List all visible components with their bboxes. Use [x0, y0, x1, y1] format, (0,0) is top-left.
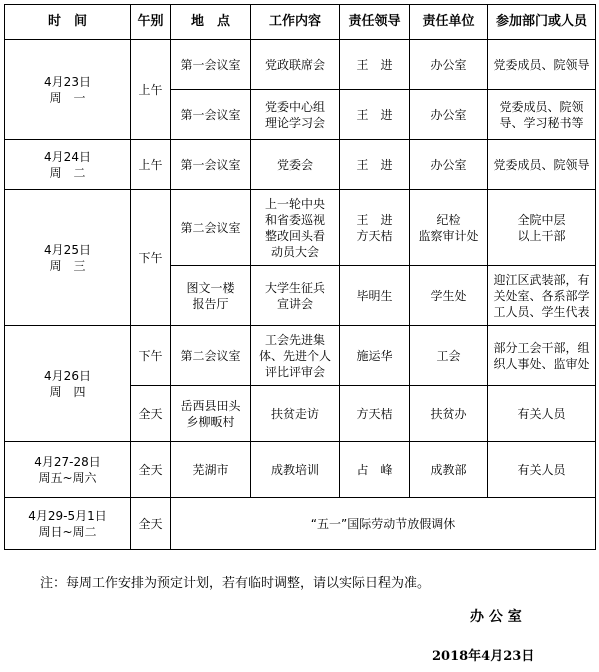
schedule-table — [4, 4, 596, 550]
unit-cell: 学生处 — [410, 266, 488, 326]
unit-cell: 纪检 监察审计处 — [410, 190, 488, 266]
header-content: 工作内容 — [251, 5, 340, 40]
date-cell: 4月26日 周 四 — [5, 326, 131, 442]
period-cell: 全天 — [131, 498, 171, 550]
table-row — [5, 40, 596, 90]
people-cell: 部分工会干部，组 织人事处、监审处 — [488, 326, 596, 386]
period-cell: 上午 — [131, 40, 171, 140]
unit-cell: 成教部 — [410, 442, 488, 498]
date-cell: 4月29-5月1日 周日~周二 — [5, 498, 131, 550]
leader-cell: 王 进 — [340, 40, 410, 90]
unit-cell: 办公室 — [410, 40, 488, 90]
unit-cell: 办公室 — [410, 90, 488, 140]
table-row — [5, 498, 596, 550]
unit-cell: 工会 — [410, 326, 488, 386]
content-cell: 党政联席会 — [251, 40, 340, 90]
date-cell: 4月27-28日 周五~周六 — [5, 442, 131, 498]
leader-cell: 占 峰 — [340, 442, 410, 498]
header-place: 地 点 — [171, 5, 251, 40]
place-cell: 第二会议室 — [171, 190, 251, 266]
date-cell: 4月23日 周 一 — [5, 40, 131, 140]
leader-cell: 王 进 — [340, 140, 410, 190]
people-cell: 迎江区武装部，有 关处室、各系部学 工人员、学生代表 — [488, 266, 596, 326]
people-cell: 全院中层 以上干部 — [488, 190, 596, 266]
table-row — [5, 140, 596, 190]
date-cell: 4月25日 周 三 — [5, 190, 131, 326]
issue-date: 2018年4月23日 — [432, 649, 535, 664]
period-cell: 上午 — [131, 140, 171, 190]
table-row — [5, 442, 596, 498]
table-row — [5, 190, 596, 266]
content-cell: 党委会 — [251, 140, 340, 190]
header-unit: 责任单位 — [410, 5, 488, 40]
unit-cell: 办公室 — [410, 140, 488, 190]
header-period: 午别 — [131, 5, 171, 40]
header-time: 时 间 — [5, 5, 131, 40]
people-cell: 党委成员、院领 导、学习秘书等 — [488, 90, 596, 140]
content-cell: 扶贫走访 — [251, 386, 340, 442]
leader-cell: 王 进 — [340, 90, 410, 140]
people-cell: 有关人员 — [488, 442, 596, 498]
place-cell: 第一会议室 — [171, 90, 251, 140]
holiday-cell: “五一”国际劳动节放假调休 — [171, 498, 596, 550]
period-cell: 全天 — [131, 386, 171, 442]
date-cell: 4月24日 周 二 — [5, 140, 131, 190]
leader-cell: 方天桔 — [340, 386, 410, 442]
leader-cell: 王 进 方天桔 — [340, 190, 410, 266]
place-cell: 芜湖市 — [171, 442, 251, 498]
content-cell: 成教培训 — [251, 442, 340, 498]
place-cell: 图文一楼 报告厅 — [171, 266, 251, 326]
issuing-office: 办 公 室 — [470, 609, 522, 625]
leader-cell: 毕明生 — [340, 266, 410, 326]
period-cell: 全天 — [131, 442, 171, 498]
place-cell: 第二会议室 — [171, 326, 251, 386]
header-leader: 责任领导 — [340, 5, 410, 40]
unit-cell: 扶贫办 — [410, 386, 488, 442]
content-cell: 上一轮中央 和省委巡视 整改回头看 动员大会 — [251, 190, 340, 266]
content-cell: 工会先进集 体、先进个人 评比评审会 — [251, 326, 340, 386]
leader-cell: 施运华 — [340, 326, 410, 386]
table-row — [5, 326, 596, 386]
period-cell: 下午 — [131, 326, 171, 386]
content-cell: 大学生征兵 宣讲会 — [251, 266, 340, 326]
header-people: 参加部门或人员 — [488, 5, 596, 40]
people-cell: 有关人员 — [488, 386, 596, 442]
place-cell: 岳西县田头 乡柳畈村 — [171, 386, 251, 442]
place-cell: 第一会议室 — [171, 140, 251, 190]
people-cell: 党委成员、院领导 — [488, 40, 596, 90]
people-cell: 党委成员、院领导 — [488, 140, 596, 190]
footnote: 注：每周工作安排为预定计划，若有临时调整，请以实际日程为准。 — [40, 576, 431, 591]
header-row — [5, 5, 596, 40]
place-cell: 第一会议室 — [171, 40, 251, 90]
period-cell: 下午 — [131, 190, 171, 326]
content-cell: 党委中心组 理论学习会 — [251, 90, 340, 140]
